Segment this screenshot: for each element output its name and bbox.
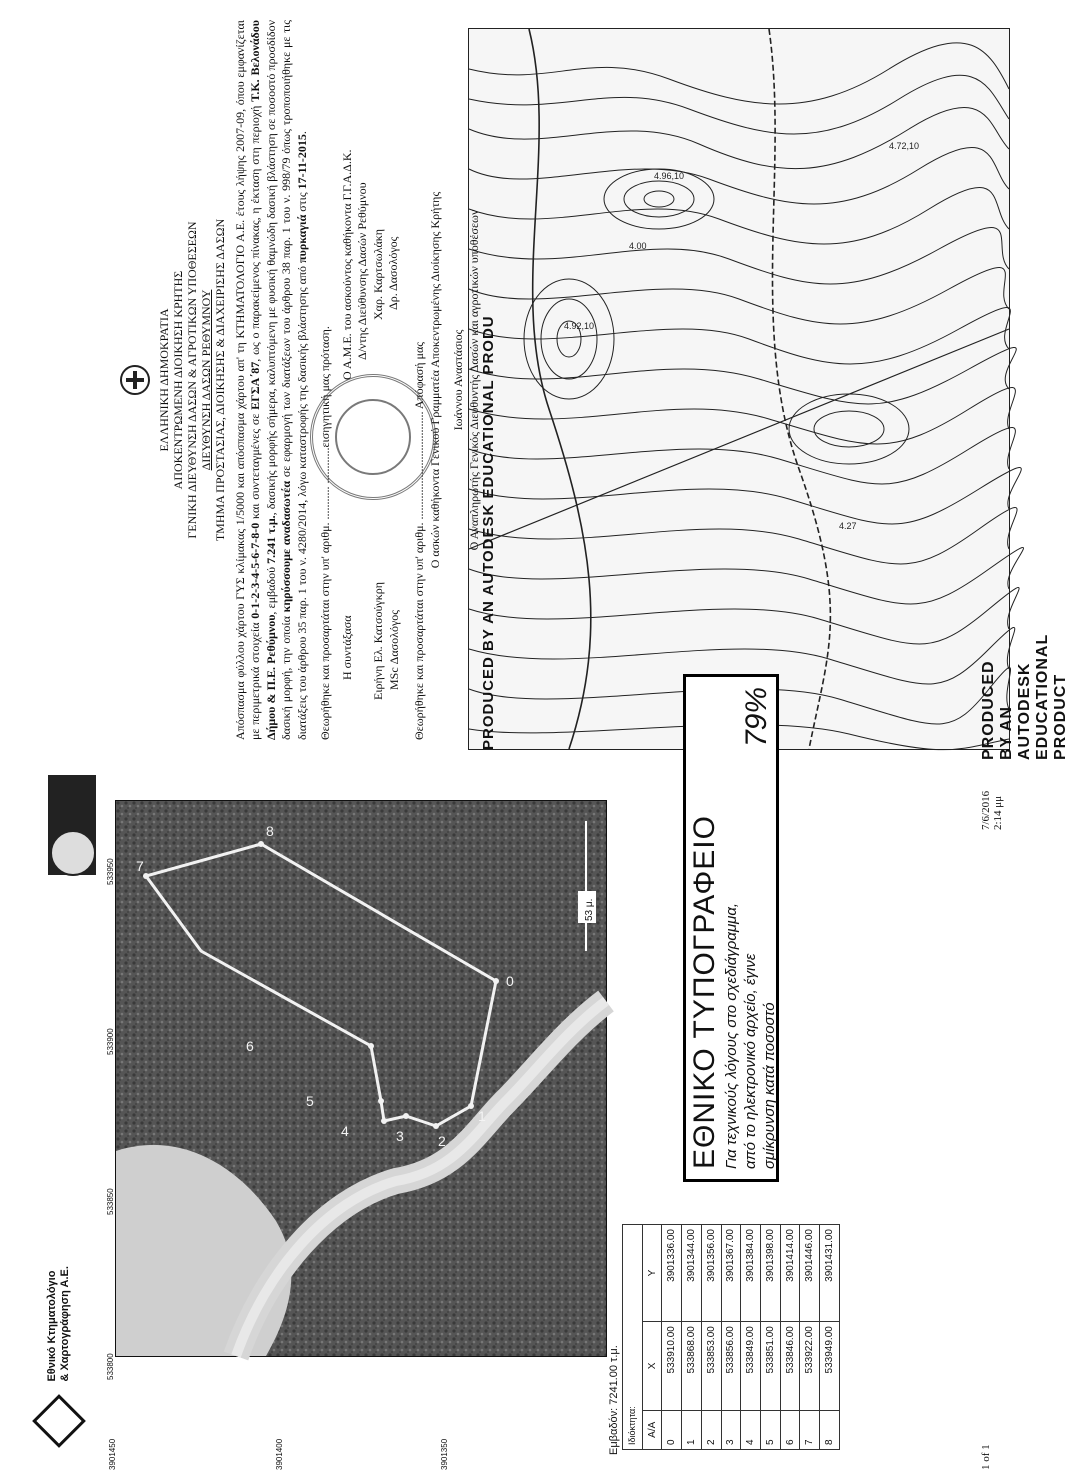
contour-lines: [469, 29, 1009, 749]
decision-text: έκταση στη περιοχή: [248, 101, 262, 204]
scale-label: 53 μ.: [584, 898, 595, 921]
col-header: Y: [642, 1225, 662, 1322]
cell-y: 3901384.00: [741, 1225, 761, 1322]
header-department: ΤΜΗΜΑ ΠΡΟΣΤΑΣΙΑΣ, ΔΙΟΙΚΗΣΗΣ & ΔΙΑΧΕΙΡΙΣΗΣ ΔΑΣΩΝ: [212, 218, 227, 542]
checked-left: Θεωρήθηκε και προσαρτάται στην υπ' αριθμ. ...........: [318, 486, 332, 740]
sig-left-name: Ειρήνη Ελ. Κατσούγκρη: [371, 581, 385, 700]
vertex-label: 4: [341, 1123, 349, 1139]
vertex-marker: [493, 978, 499, 984]
decision-text: σε εφαρμογή: [279, 413, 293, 481]
cell-id: 1: [682, 1410, 702, 1449]
table-row: [662, 1225, 682, 1450]
table-row: [741, 1225, 761, 1450]
table-row: [682, 1225, 702, 1450]
elevation-label: 4.00: [629, 241, 647, 251]
vertex-label: 1: [478, 1108, 486, 1124]
decision-area: 7.241 τ.μ.: [263, 515, 278, 564]
decision-text: , ως ο παρακείμενος πίνακας, η: [248, 207, 262, 362]
stamp-line3: σμίκρυνση κατά ποσοστό: [761, 1002, 778, 1169]
elevation-label: 4.72,10: [889, 141, 920, 151]
vertex-label: 0: [506, 973, 514, 989]
signature-director: [340, 20, 403, 380]
area-label: Εμβαδόν: 7241.00 τ.μ.: [608, 1345, 620, 1455]
cell-x: 533868.00: [682, 1322, 702, 1410]
decision-datum: ΕΓΣΑ΄87: [248, 361, 262, 410]
orthophoto: [115, 800, 607, 1357]
cell-x: 533846.00: [780, 1322, 800, 1410]
final-line: [412, 20, 428, 740]
cell-id: 0: [662, 1410, 682, 1449]
ktimatologio-line2: & Χαρτογράφηση Α.Ε.: [59, 1266, 71, 1382]
final-role: Ο ασκών καθήκοντα Γενικού Γραμματέα Αποκεντρωμένης Διοίκησης Κρήτης: [427, 191, 442, 569]
cell-x: 533849.00: [741, 1322, 761, 1410]
y-tick: 3901350: [440, 1438, 449, 1470]
cell-id: 3: [721, 1410, 741, 1449]
cell-x: 533856.00: [721, 1322, 741, 1410]
col-header: Α/Α: [642, 1410, 662, 1449]
greek-emblem-icon: [120, 365, 150, 395]
checked-line: [318, 20, 334, 740]
vertex-label: 5: [306, 1093, 314, 1109]
cell-id: 5: [761, 1410, 781, 1449]
vertex-label: 2: [438, 1133, 446, 1149]
decision-text: Απόσπασμα φύλλου χάρτου ΓΥΣ κλίμακας 1/5000 και απόσπασμα χάρτου απ' τη ΚΤΗΜΑΤΟΛΟΓΙΟ Α.Ε. έτους λήψης 2007-09,: [232, 108, 247, 740]
national-printing-office-stamp: [683, 674, 779, 1182]
x-tick: 533950: [106, 858, 115, 885]
cell-y: 3901356.00: [701, 1225, 721, 1322]
decision-reforestation: κηρύσσουμε αναδασωτέα: [279, 480, 293, 613]
coordinates-table: [622, 1224, 840, 1450]
sig-right-title: Δρ. Δασολόγος: [386, 236, 400, 310]
cell-id: 7: [800, 1410, 820, 1449]
decision-text: των διατάξεων του άρθρου 38 παρ. 1 του ν. 998/79 όπως τροποποιήθηκε με τις διατάξεις του άρθρου 35 παρ. 1 του ν. 4280/2014, λόγω: [279, 20, 309, 740]
sig-right-name: Χαρ. Καρτσωλάκη: [370, 228, 385, 320]
stamp-percent: 79%: [740, 687, 773, 748]
header-republic: ΕΛΛΗΝΙΚΗ ΔΗΜΟΚΡΑΤΙΑ: [156, 308, 171, 452]
official-stamp-icon: [310, 374, 436, 500]
program-circle-icon: [50, 830, 96, 876]
header-general-directorate: ΓΕΝΙΚΗ ΔΙΕΥΘΥΝΣΗ ΔΑΣΩΝ & ΑΓΡΟΤΙΚΩΝ ΥΠΟΘΕΣΕΩΝ: [184, 221, 199, 539]
decision-text: .: [294, 131, 309, 135]
vertex-marker: [378, 1098, 384, 1104]
final-left: Θεωρήθηκε και προσαρτάται στην υπ' αριθμ. ....................................: [412, 411, 426, 740]
print-datetime: 7/6/2016 2:14 μμ: [980, 790, 1004, 830]
table-row: [721, 1225, 741, 1450]
table-row: [761, 1225, 781, 1450]
cell-y: 3901414.00: [780, 1225, 800, 1322]
vertex-marker: [403, 1113, 409, 1119]
ktimatologio-mark-icon: [32, 1394, 86, 1448]
table-section-header: Ιδιόκτητα:: [623, 1225, 643, 1450]
cell-x: 533851.00: [761, 1322, 781, 1410]
cell-id: 6: [780, 1410, 800, 1449]
decision-document: [120, 19, 481, 740]
final-title: Ο Αναπληρωτής Γενικός Διευθυντής Δασών και αγροτικών υποθέσεων: [466, 209, 481, 551]
vertex-label: 3: [396, 1128, 404, 1144]
decision-text: και συντεταγμένες σε: [248, 409, 262, 523]
decision-text: καταστροφής της δασικής βλάστησης από: [294, 262, 309, 469]
decision-vertices: 0-1-2-3-4-5-6-7-8-0: [248, 522, 262, 619]
cell-y: 3901446.00: [800, 1225, 820, 1322]
topographic-map: [468, 28, 1010, 750]
cell-y: 3901336.00: [662, 1225, 682, 1322]
header-administration: ΑΠΟΚΕΝΤΡΩΜΕΝΗ ΔΙΟΙΚΗΣΗ ΚΡΗΤΗΣ: [170, 270, 185, 490]
vertex-marker: [381, 1118, 387, 1124]
y-tick: 3901400: [275, 1438, 284, 1470]
autodesk-watermark-bottom: PRODUCED BY AN AUTODESK EDUCATIONAL PRODU: [480, 315, 497, 750]
autodesk-watermark-top: PRODUCED BY AN AUTODESK EDUCATIONAL PRODUCT: [980, 634, 1069, 760]
x-tick: 533850: [106, 1188, 115, 1215]
sig-right-role2: Δ/ντης Διεύθυνσης Δασών Ρεθύμνου: [355, 182, 369, 360]
decision-fire-date: 17-11-2015: [294, 134, 309, 190]
decision-location: Τ.Κ. Βελονάδου Δήμου & Π.Ε. Ρεθύμνου: [248, 19, 278, 740]
x-tick: 533900: [106, 1028, 115, 1055]
stamp-line1: Για τεχνικούς λόγους στο σχεδιάγραμμα,: [723, 902, 740, 1169]
cell-x: 533853.00: [701, 1322, 721, 1410]
orthophoto-canvas: [116, 801, 606, 1356]
cell-x: 533922.00: [800, 1322, 820, 1410]
vertex-label: 6: [246, 1038, 254, 1054]
final-name: Ιωάννου Αναστάσιος: [451, 329, 465, 431]
decision-text: φυσική θαμνώδη δασική βλάστηση σε ποσοστό προσδίδον δασική μορφή, την οποία: [263, 20, 293, 740]
decision-body: [233, 20, 311, 740]
table-row: [780, 1225, 800, 1450]
emblem-wrap: [120, 20, 157, 740]
decision-text: στις: [294, 189, 309, 215]
y-tick: 3901450: [108, 1438, 117, 1470]
sig-left-title: MSc Δασολόγος: [386, 609, 401, 690]
elevation-label: 4.27: [839, 521, 857, 531]
page-count: 1 of 1: [980, 1444, 992, 1470]
vertex-marker: [433, 1123, 439, 1129]
cell-x: 533910.00: [662, 1322, 682, 1410]
table-row: [800, 1225, 820, 1450]
sig-right-role: Ο Α.Μ.Ε. του ασκούντος καθήκοντα Γ.Γ.Α.Δ.Κ.: [339, 149, 354, 380]
x-tick: 533800: [106, 1353, 115, 1380]
vertex-label: 7: [136, 858, 144, 874]
vertex-marker: [258, 841, 264, 847]
decision-text: , εμβαδού: [263, 563, 278, 615]
cell-id: 4: [741, 1410, 761, 1449]
cell-y: 3901431.00: [820, 1225, 840, 1322]
vertex-marker: [468, 1103, 474, 1109]
elevation-label: 4.92,10: [564, 321, 595, 331]
vertex-marker: [368, 1043, 374, 1049]
decision-text: όπου εμφανίζεται με περιμετρικά στοιχεία: [232, 19, 262, 740]
decision-text: , δασικής μορφής σήμερα, καλυπτόμενη με: [263, 306, 278, 516]
decision-fire: πυρκαγιά: [294, 214, 309, 263]
sig-left-role: Η συντάξασα: [339, 615, 354, 680]
ktimatologio-line1: Εθνικό Κτηματολόγιο: [46, 1270, 58, 1382]
cell-y: 3901344.00: [682, 1225, 702, 1322]
col-header: X: [642, 1322, 662, 1410]
vertex-label: 8: [266, 823, 274, 839]
cell-id: 2: [701, 1410, 721, 1449]
vertex-marker: [143, 873, 149, 879]
elevation-label: 4.96,10: [654, 171, 685, 181]
table-row: [701, 1225, 721, 1450]
table-row: [820, 1225, 840, 1450]
ktimatologio-logo: [40, 1210, 80, 1440]
cell-x: 533949.00: [820, 1322, 840, 1410]
cell-id: 8: [820, 1410, 840, 1449]
cell-y: 3901398.00: [761, 1225, 781, 1322]
stamp-line2: από το ηλεκτρονικό αρχείο, έγινε: [742, 953, 759, 1169]
ktimatologio-name: [46, 1266, 72, 1381]
stamp-title: ΕΘΝΙΚΟ ΤΥΠΟΓΡΑΦΕΙΟ: [688, 815, 721, 1169]
cell-y: 3901367.00: [721, 1225, 741, 1322]
header-directorate: ΔΙΕΥΘΥΝΣΗ ΔΑΣΩΝ ΡΕΘΥΜΝΟΥ: [198, 289, 213, 471]
checked-right: ............εισηγητική μας πρόταση.: [318, 326, 332, 484]
final-right: Απόφασή μας: [412, 341, 426, 410]
